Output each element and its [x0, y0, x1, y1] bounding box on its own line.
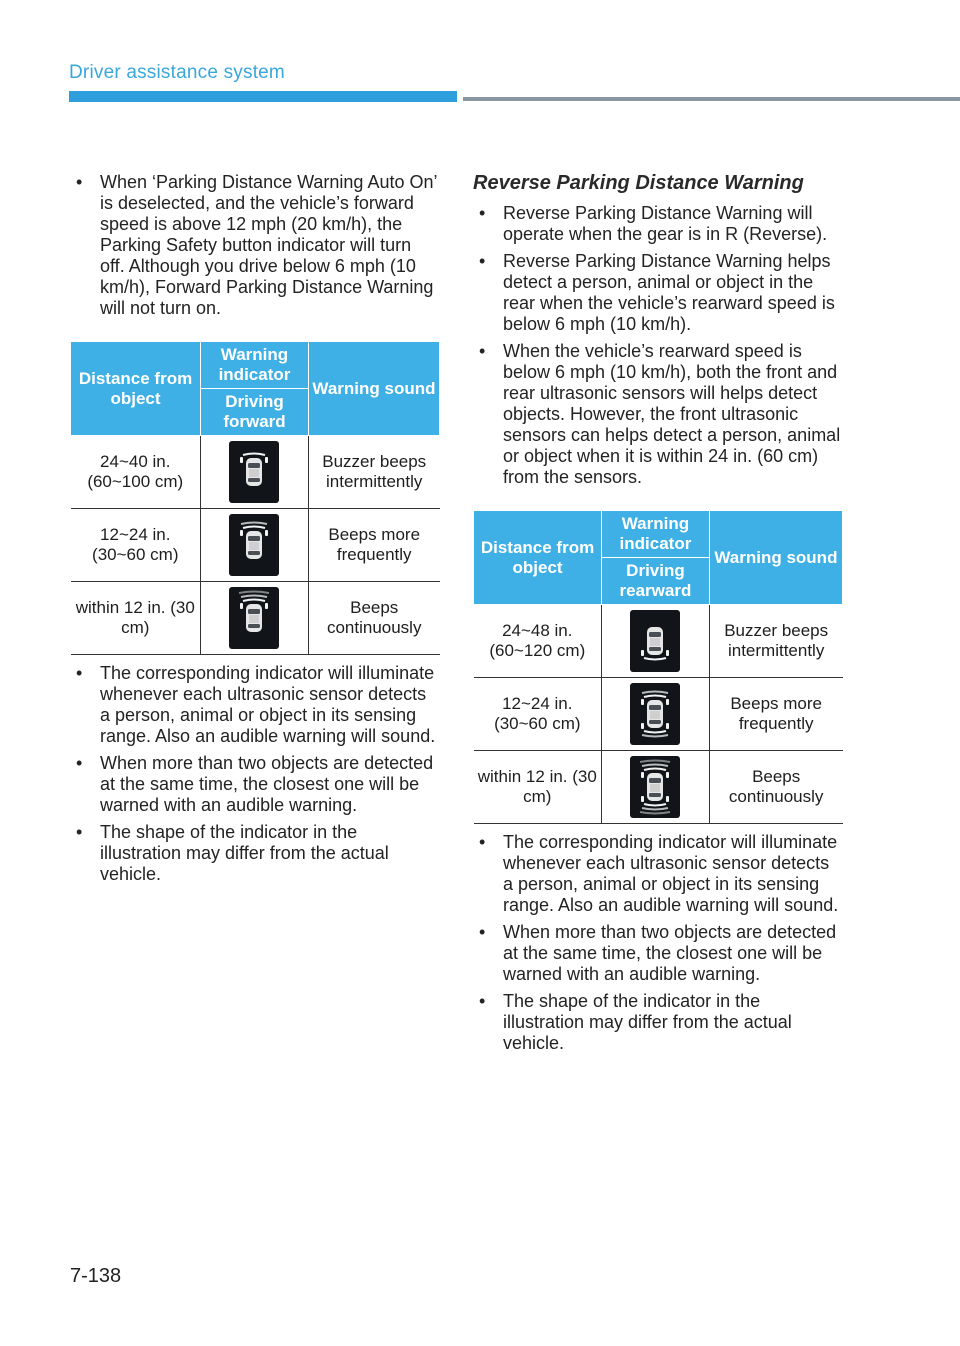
distance-cell: 24~48 in. (60~120 cm)	[474, 605, 602, 678]
list-item: • When ‘Parking Distance Warning Auto On’ is deselected, and the vehicle’s forward speed is above 12 mph (20 km/h), the Parking Safety button indicator will turn off. Although you drive below 6 mph (10 km/h), Forward Parking Distance Warning will not turn on.	[70, 172, 440, 319]
col-header-indicator: Warning indicator	[201, 342, 309, 389]
sound-cell: Beeps continuously	[308, 582, 439, 655]
col-header-distance: Distance from object	[71, 342, 201, 436]
table-row	[474, 751, 843, 824]
list-item: • Reverse Parking Distance Warning will operate when the gear is in R (Reverse).	[473, 203, 843, 245]
sound-cell: Buzzer beeps intermittently	[709, 605, 842, 678]
left-intro-list	[70, 172, 440, 319]
car-front-warning-far-icon	[229, 441, 279, 503]
col-header-distance: Distance from object	[474, 511, 602, 605]
car-rear-warning-mid-icon	[630, 683, 680, 745]
sound-cell: Buzzer beeps intermittently	[308, 436, 439, 509]
list-item: • When the vehicle’s rearward speed is below 6 mph (10 km/h), both the front and rear ultrasonic sensors will helps detect objects. However, the front ultrasonic sensors can helps detect a person, animal or object when it is within 24 in. (60 cm) from the sensors.	[473, 341, 843, 488]
table-row	[71, 509, 440, 582]
header-rule	[463, 97, 960, 101]
right-after-list	[473, 832, 843, 1054]
list-item: • When more than two objects are detected at the same time, the closest one will be warned with an audible warning.	[473, 922, 843, 985]
col-header-indicator-sub: Driving rearward	[602, 558, 710, 605]
right-intro-list	[473, 203, 843, 488]
car-rear-warning-near-icon	[630, 756, 680, 818]
header-bar	[69, 91, 457, 102]
table-row	[71, 436, 440, 509]
table-row	[474, 678, 843, 751]
col-header-indicator-sub: Driving forward	[201, 389, 309, 436]
distance-cell: 24~40 in. (60~100 cm)	[71, 436, 201, 509]
distance-cell: within 12 in. (30 cm)	[474, 751, 602, 824]
section-title: Reverse Parking Distance Warning	[473, 172, 804, 194]
list-item: • When more than two objects are detected at the same time, the closest one will be warned with an audible warning.	[70, 753, 440, 816]
left-column	[70, 172, 440, 891]
right-column	[473, 172, 843, 1060]
page-number: 7-138	[70, 1265, 122, 1287]
col-header-sound: Warning sound	[308, 342, 439, 436]
forward-warning-table	[70, 341, 440, 655]
car-rear-warning-far-icon	[630, 610, 680, 672]
table-row	[71, 582, 440, 655]
reverse-warning-table	[473, 510, 843, 824]
left-after-list	[70, 663, 440, 885]
col-header-sound: Warning sound	[709, 511, 842, 605]
list-item: • The shape of the indicator in the illustration may differ from the actual vehicle.	[473, 991, 843, 1054]
car-front-warning-mid-icon	[229, 514, 279, 576]
sound-cell: Beeps continuously	[709, 751, 842, 824]
distance-cell: within 12 in. (30 cm)	[71, 582, 201, 655]
sound-cell: Beeps more frequently	[709, 678, 842, 751]
table-row	[474, 605, 843, 678]
sound-cell: Beeps more frequently	[308, 509, 439, 582]
distance-cell: 12~24 in. (30~60 cm)	[474, 678, 602, 751]
list-item: • The corresponding indicator will illuminate whenever each ultrasonic sensor detects a person, animal or object in its sensing range. Also an audible warning will sound.	[473, 832, 843, 916]
car-front-warning-near-icon	[229, 587, 279, 649]
distance-cell: 12~24 in. (30~60 cm)	[71, 509, 201, 582]
list-item: • Reverse Parking Distance Warning helps detect a person, animal or object in the rear when the vehicle’s rearward speed is below 6 mph (10 km/h).	[473, 251, 843, 335]
list-item: • The shape of the indicator in the illustration may differ from the actual vehicle.	[70, 822, 440, 885]
header-title: Driver assistance system	[69, 62, 285, 83]
list-item: • The corresponding indicator will illuminate whenever each ultrasonic sensor detects a person, animal or object in its sensing range. Also an audible warning will sound.	[70, 663, 440, 747]
col-header-indicator: Warning indicator	[602, 511, 710, 558]
